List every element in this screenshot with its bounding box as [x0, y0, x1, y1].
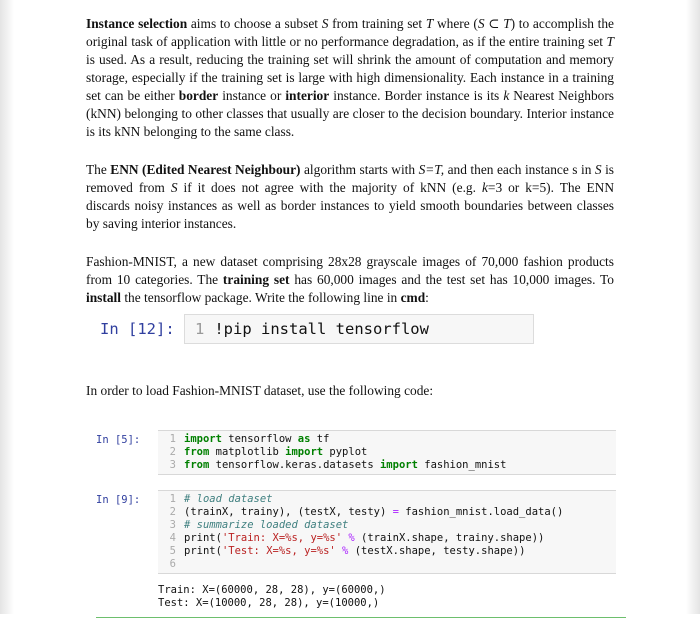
cell-prompt: In [12]:: [100, 320, 175, 338]
code-line: 2 from matplotlib import pyplot: [169, 446, 368, 458]
paragraph-fashion-mnist: Fashion-MNIST, a new dataset comprising 28x28 grayscale images of 70,000 fashion products from 10 categories. The training set has 60,000 images and the test set has 10,000 images. To install the tensorflow package. Write the following line in cmd:: [86, 254, 614, 305]
code-line: 2 (trainX, trainy), (testX, testy) = fashion_mnist.load_data(): [169, 506, 564, 518]
code-line: 4 print( 'Train: X=%s, y=%s' % (trainX.shape, trainy.shape)): [169, 532, 545, 544]
paragraph-load-intro: In order to load Fashion-MNIST dataset, use the following code:: [86, 383, 434, 398]
cell-output: [158, 584, 616, 610]
paragraph-instance-selection: Instance selection aims to choose a subset S from training set T where (S ⊂ T) to accomplish the original task of application with little or no performance degradation, as if the entire training set T is used. As a result, reducing the training set will shrink the amount of computation and memory storage, especially if the training set is large with high dimensionality. Each instance in a training set can be either border instance or interior instance. Border instance is its k Nearest Neighbors (kNN) belonging to other classes that usually are closer to the decision boundary. Interior instance is its kNN belonging to the same class.: [86, 16, 615, 139]
code-input[interactable]: [158, 430, 616, 475]
code-input[interactable]: [158, 490, 616, 574]
code-cell-install[interactable]: [100, 314, 614, 344]
code-line: 1 import tensorflow as tf: [169, 433, 330, 445]
code-line: !pip install tensorflow: [214, 320, 429, 338]
code-line: 1 # load dataset: [169, 493, 273, 505]
cell-prompt: In [5]:: [96, 434, 141, 446]
line-number: 1: [195, 320, 205, 338]
output-line: Train: X=(60000, 28, 28), y=(60000,): [158, 584, 386, 596]
code-line: 5 print( 'Test: X=%s, y=%s' % (testX.shape, testy.shape)): [169, 545, 526, 557]
paragraph-enn: The ENN (Edited Nearest Neighbour) algorithm starts with S=T, and then each instance s in S is removed from S if it does not agree with the majority of kNN (e.g. k=3 or k=5). The ENN discards noisy instances as well as border instances to yield smooth boundaries between classes by saving interior instances.: [86, 162, 615, 231]
code-cell-imports[interactable]: [96, 430, 616, 475]
code-line: 3 from tensorflow.keras.datasets import fashion_mnist: [169, 459, 507, 471]
cell-prompt: In [9]:: [96, 494, 141, 506]
output-line: Test: X=(10000, 28, 28), y=(10000,): [158, 597, 380, 609]
code-input[interactable]: [184, 314, 534, 344]
code-line: 6: [169, 558, 176, 570]
code-cell-load-data[interactable]: [96, 490, 616, 574]
code-line: 3 # summarize loaded dataset: [169, 519, 349, 531]
